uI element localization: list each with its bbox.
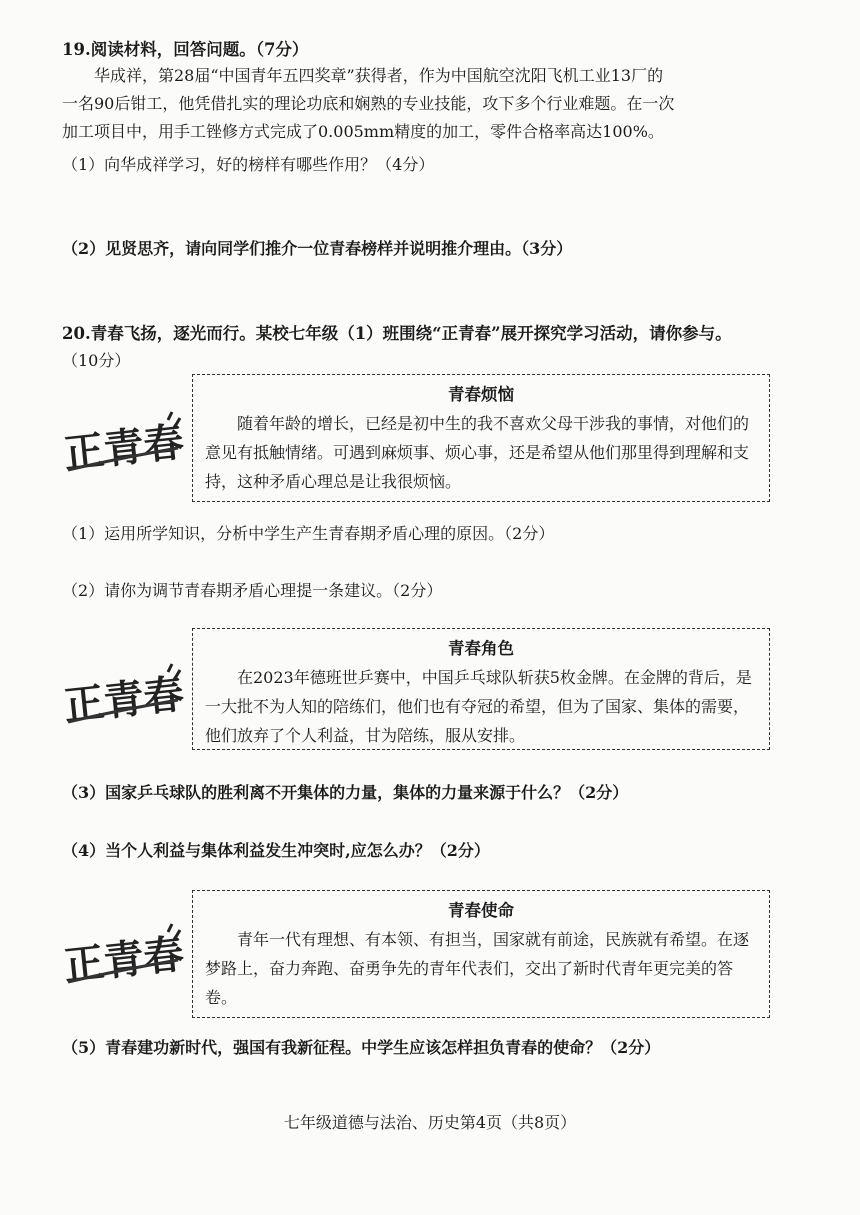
question-20-sub-1: （1）运用所学知识，分析中学生产生青春期矛盾心理的原因。（2分） xyxy=(62,524,555,543)
box-title: 青春角色 xyxy=(448,639,514,658)
question-20-sub-2: （2）请你为调节青春期矛盾心理提一条建议。（2分） xyxy=(62,581,443,600)
box-qingchun-juese xyxy=(192,628,770,750)
question-19-sub-1: （1）向华成祥学习，好的榜样有哪些作用？（4分） xyxy=(62,155,435,174)
zheng-qingchun-calligraphy-logo xyxy=(60,652,188,744)
question-20-score: （10分） xyxy=(62,351,131,370)
material-line-1: 华成祥，第28届“中国青年五四奖章”获得者，作为中国航空沈阳飞机工业13厂的 xyxy=(94,66,664,85)
box-qingchun-shiming xyxy=(192,890,770,1018)
question-20-sub-5: （5）青春建功新时代，强国有我新征程。中学生应该怎样担负青春的使命？（2分） xyxy=(62,1038,661,1057)
question-20-sub-3: （3）国家乒乓球队的胜利离不开集体的力量，集体的力量来源于什么？（2分） xyxy=(62,783,629,802)
material-line-3: 加工项目中，用手工锉修方式完成了0.005mm精度的加工，零件合格率高达100%。 xyxy=(62,122,664,141)
question-20-sub-4: （4）当个人利益与集体利益发生冲突时,应怎么办？（2分） xyxy=(62,841,490,860)
material-line-2: 一名90后钳工，他凭借扎实的理论功底和娴熟的专业技能，攻下多个行业难题。在一次 xyxy=(62,94,675,113)
box-body: 青年一代有理想、有本领、有担当，国家就有前途，民族就有希望。在逐梦路上，奋力奔跑、奋勇争先的青年代表们，交出了新时代青年更完美的答卷。 xyxy=(205,930,750,1007)
box-body: 在2023年德班世乒赛中，中国乒乓球队斩获5枚金牌。在金牌的背后，是一大批不为人知的陪练们，他们也有夺冠的希望，但为了国家、集体的需要，他们放弃了个人利益，甘为陪练，服从安排。 xyxy=(205,668,752,745)
page-footer: 七年级道德与法治、历史第4页（共8页） xyxy=(283,1113,577,1132)
box-title: 青春烦恼 xyxy=(448,385,514,404)
question-19-material xyxy=(62,62,807,146)
box-title: 青春使命 xyxy=(448,901,514,920)
svg-text:正青春: 正青春 xyxy=(61,930,186,990)
svg-text:正青春: 正青春 xyxy=(61,670,186,730)
box-qingchun-fannao xyxy=(192,374,770,502)
svg-text:正青春: 正青春 xyxy=(61,418,186,478)
box-body: 随着年龄的增长，已经是初中生的我不喜欢父母干涉我的事情，对他们的意见有抵触情绪。可遇到麻烦事、烦心事，还是希望从他们那里得到理解和支持，这种矛盾心理总是让我很烦恼。 xyxy=(205,414,750,491)
zheng-qingchun-calligraphy-logo xyxy=(60,912,188,1004)
question-19-sub-2: （2）见贤思齐，请向同学们推介一位青春榜样并说明推介理由。（3分） xyxy=(62,239,573,258)
question-20-title: 20.青春飞扬，逐光而行。某校七年级（1）班围绕“正青春”展开探究学习活动，请你参与。 xyxy=(62,324,732,343)
zheng-qingchun-calligraphy-logo xyxy=(60,400,188,492)
question-19-title: 19.阅读材料，回答问题。（7分） xyxy=(62,40,309,59)
